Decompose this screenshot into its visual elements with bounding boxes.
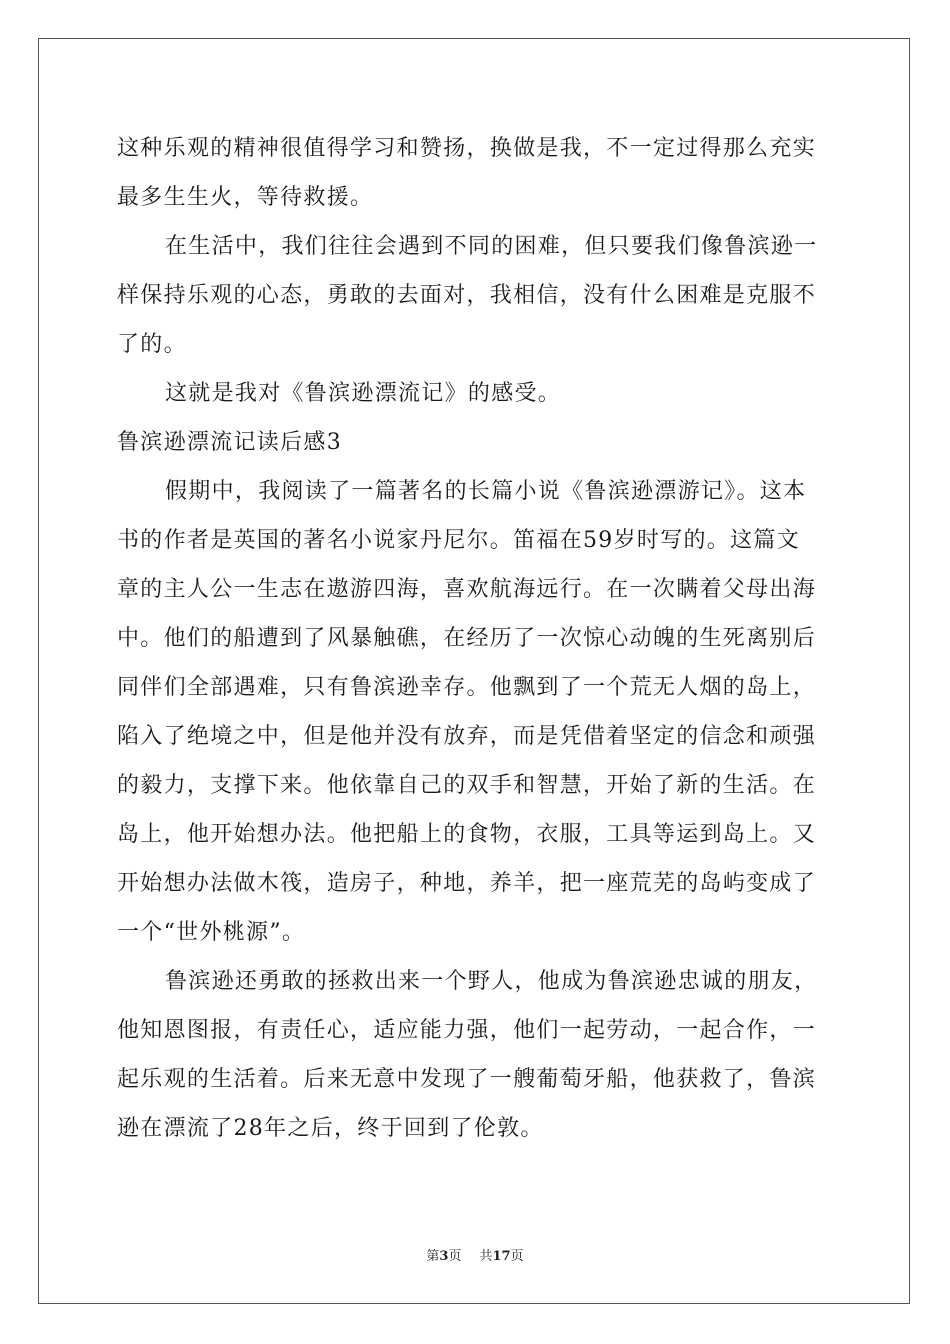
text-line: 假期中，我阅读了一篇著名的长篇小说《鲁滨逊漂游记》。这本 <box>165 479 807 504</box>
text-line: 样保持乐观的心态，勇敢的去面对，我相信，没有什么困难是克服不 <box>117 283 817 308</box>
text-line: 起乐观的生活着。后来无意中发现了一艘葡萄牙船，他获救了，鲁滨 <box>117 1067 817 1092</box>
page-suffix: 页 <box>448 1249 462 1264</box>
text-line: 鲁滨逊还勇敢的拯救出来一个野人，他成为鲁滨逊忠诚的朋友， <box>165 969 818 994</box>
section-heading: 鲁滨逊漂流记读后感3 <box>117 430 342 455</box>
total-suffix: 页 <box>510 1249 524 1264</box>
text-line: 这种乐观的精神很值得学习和赞扬，换做是我，不一定过得那么充实 <box>117 136 817 161</box>
total-prefix: 共 <box>479 1249 493 1264</box>
text-line: 书的作者是英国的著名小说家丹尼尔。笛福在59岁时写的。这篇文 <box>117 528 800 553</box>
document-body <box>117 124 837 1153</box>
text-line: 中。他们的船遭到了风暴触礁，在经历了一次惊心动魄的生死离别后 <box>117 626 817 651</box>
text-line: 陷入了绝境之中，但是他并没有放弃，而是凭借着坚定的信念和顽强 <box>117 724 817 749</box>
page-number: 3 <box>439 1249 449 1264</box>
total-pages: 17 <box>492 1249 511 1264</box>
text-line: 的毅力，支撑下来。他依靠自己的双手和智慧，开始了新的生活。在 <box>117 773 817 798</box>
text-line: 一个“世外桃源”。 <box>117 920 306 945</box>
text-line: 在生活中，我们往往会遇到不同的困难，但只要我们像鲁滨逊一 <box>165 234 818 259</box>
text-line: 他知恩图报，有责任心，适应能力强，他们一起劳动，一起合作，一 <box>117 1018 817 1043</box>
page-prefix: 第 <box>426 1249 440 1264</box>
text-line: 岛上，他开始想办法。他把船上的食物，衣服，工具等运到岛上。又 <box>117 822 817 847</box>
text-line: 了的。 <box>117 332 187 357</box>
text-line: 章的主人公一生志在遨游四海，喜欢航海远行。在一次瞒着父母出海 <box>117 577 817 602</box>
text-line: 最多生生火，等待救援。 <box>117 185 374 210</box>
text-line: 同伴们全部遇难，只有鲁滨逊幸存。他飘到了一个荒无人烟的岛上， <box>117 675 817 700</box>
text-line: 这就是我对《鲁滨逊漂流记》的感受。 <box>165 381 562 406</box>
text-line: 开始想办法做木筏，造房子，种地，养羊，把一座荒芜的岛屿变成了 <box>117 871 817 896</box>
text-line: 逊在漂流了28年之后，终于回到了伦敦。 <box>117 1116 544 1141</box>
page-footer <box>0 1248 950 1266</box>
